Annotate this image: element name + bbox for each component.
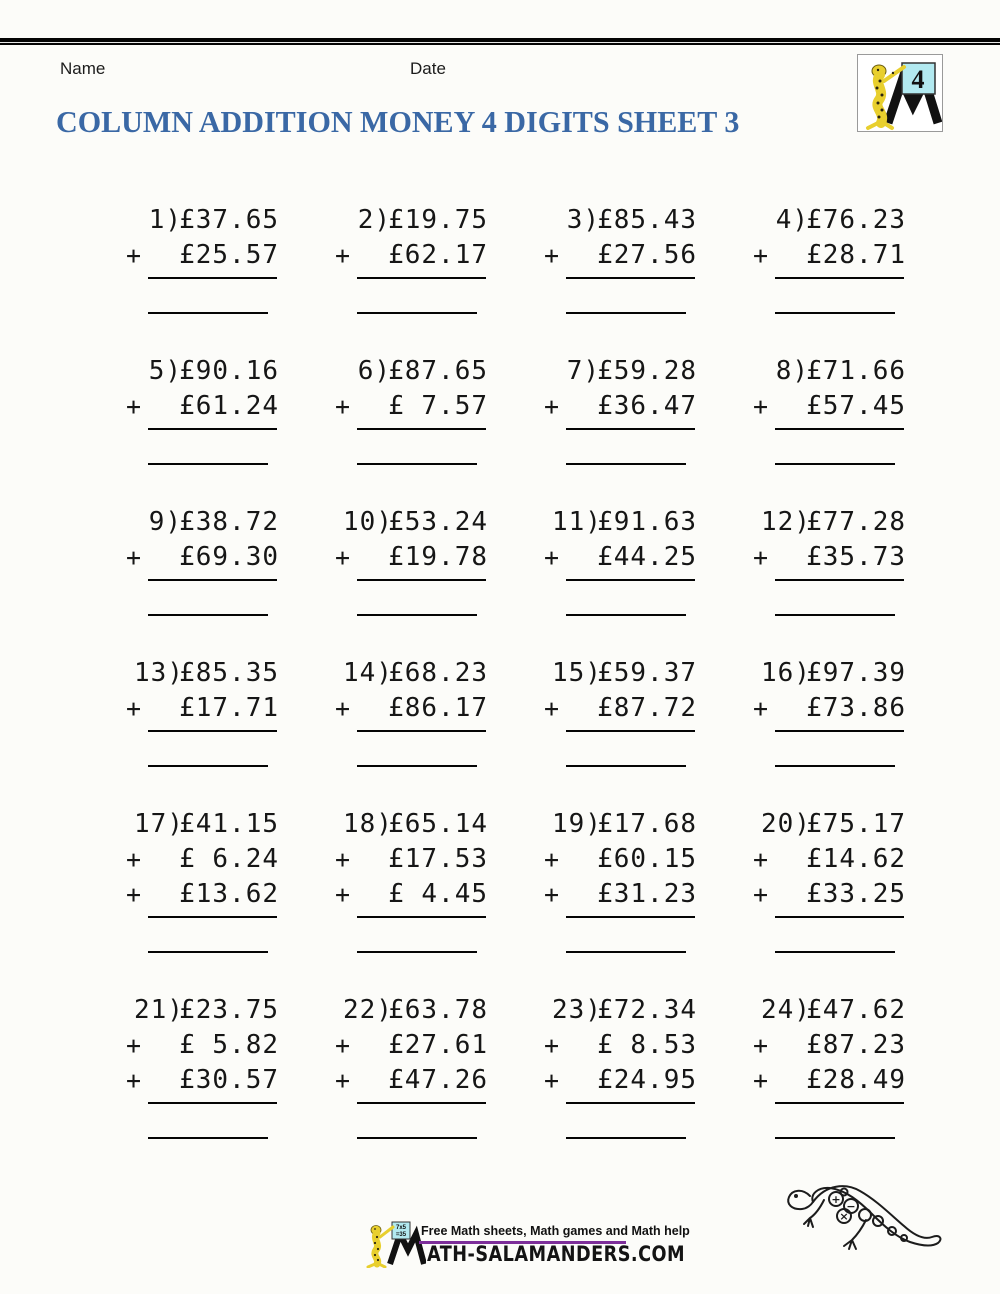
problem-number: 8) — [775, 356, 809, 386]
addend-amount: £91.63 11) — [566, 505, 712, 540]
problems-row — [85, 807, 945, 953]
addend-amount: £85.43 3) — [566, 203, 712, 238]
plus-sign: + — [544, 880, 561, 909]
sum-rule — [566, 1102, 695, 1104]
svg-text:7x5: 7x5 — [395, 1225, 407, 1231]
addend-amount: £ 8.53 + — [566, 1028, 712, 1063]
answer-rule — [148, 765, 268, 767]
answer-rule — [357, 463, 477, 465]
plus-sign: + — [335, 845, 352, 874]
sum-rule — [357, 579, 486, 581]
answer-rule — [566, 312, 686, 314]
answer-rule — [566, 614, 686, 616]
problems-row — [85, 354, 945, 465]
salamander-drawing-icon — [780, 1158, 950, 1283]
plus-sign: + — [126, 241, 143, 270]
problem-cell — [294, 354, 503, 465]
math-salamanders-badge — [857, 54, 943, 132]
addend-amount: £28.71 + — [775, 238, 921, 273]
sum-rule — [775, 277, 904, 279]
answer-rule — [566, 951, 686, 953]
plus-sign: + — [544, 241, 561, 270]
plus-sign: + — [126, 392, 143, 421]
sum-rule — [148, 277, 277, 279]
plus-sign: + — [126, 694, 143, 723]
addend-amount: £47.62 24) — [775, 993, 921, 1028]
plus-sign: + — [126, 845, 143, 874]
addend-amount: £38.72 9) — [148, 505, 294, 540]
problem-number: 16) — [761, 658, 811, 688]
addend-amount: £87.23 + — [775, 1028, 921, 1063]
addend-amount: £44.25 + — [566, 540, 712, 575]
problems-row — [85, 993, 945, 1139]
top-divider — [0, 38, 1000, 45]
problem-cell — [503, 505, 712, 616]
plus-sign: + — [753, 880, 770, 909]
sum-rule — [148, 730, 277, 732]
addend-amount: £63.78 22) — [357, 993, 503, 1028]
problem-number: 18) — [343, 809, 393, 839]
addend-amount: £31.23 + — [566, 877, 712, 912]
problem-number: 10) — [343, 507, 393, 537]
addend-amount: £27.61 + — [357, 1028, 503, 1063]
page-title: COLUMN ADDITION MONEY 4 DIGITS SHEET 3 — [56, 104, 740, 139]
addend-amount: £17.53 + — [357, 842, 503, 877]
answer-rule — [148, 951, 268, 953]
sum-rule — [357, 730, 486, 732]
plus-sign: + — [544, 392, 561, 421]
addend-amount: £69.30 + — [148, 540, 294, 575]
problem-number: 2) — [357, 205, 391, 235]
sum-rule — [775, 916, 904, 918]
problem-number: 22) — [343, 995, 393, 1025]
addend-amount: £90.16 5) — [148, 354, 294, 389]
addend-amount: £60.15 + — [566, 842, 712, 877]
problem-cell — [294, 505, 503, 616]
addend-amount: £ 6.24 + — [148, 842, 294, 877]
plus-sign: + — [753, 1031, 770, 1060]
plus-sign: + — [126, 1066, 143, 1095]
sum-rule — [148, 428, 277, 430]
problem-number: 19) — [552, 809, 602, 839]
svg-text:=35: =35 — [395, 1232, 407, 1238]
problem-cell — [503, 993, 712, 1139]
sum-rule — [566, 428, 695, 430]
problem-cell — [503, 656, 712, 767]
addend-amount: £33.25 + — [775, 877, 921, 912]
plus-sign: + — [126, 880, 143, 909]
plus-sign: + — [544, 694, 561, 723]
problem-cell — [85, 656, 294, 767]
footer-tagline: Free Math sheets, Math games and Math help — [421, 1224, 690, 1238]
footer-logo-icon — [364, 1218, 426, 1268]
problem-number: 7) — [566, 356, 600, 386]
addend-amount: £65.14 18) — [357, 807, 503, 842]
answer-rule — [148, 1137, 268, 1139]
problem-cell — [503, 203, 712, 314]
problem-cell — [712, 993, 921, 1139]
sum-rule — [775, 579, 904, 581]
problem-number: 9) — [148, 507, 182, 537]
plus-sign: + — [544, 845, 561, 874]
problem-cell — [85, 993, 294, 1139]
addend-amount: £53.24 10) — [357, 505, 503, 540]
plus-sign: + — [544, 1066, 561, 1095]
sum-rule — [566, 916, 695, 918]
plus-sign: + — [544, 1031, 561, 1060]
problem-number: 12) — [761, 507, 811, 537]
addend-amount: £35.73 + — [775, 540, 921, 575]
problem-cell — [85, 505, 294, 616]
name-label: Name — [60, 59, 106, 78]
addend-amount: £41.15 17) — [148, 807, 294, 842]
problem-number: 5) — [148, 356, 182, 386]
answer-rule — [566, 1137, 686, 1139]
problem-cell — [294, 993, 503, 1139]
addend-amount: £30.57 + — [148, 1063, 294, 1098]
problem-cell — [85, 203, 294, 314]
answer-rule — [357, 1137, 477, 1139]
addend-amount: £37.65 1) — [148, 203, 294, 238]
addend-amount: £71.66 8) — [775, 354, 921, 389]
plus-sign: + — [126, 543, 143, 572]
sum-rule — [357, 428, 486, 430]
problem-cell — [294, 656, 503, 767]
addend-amount: £47.26 + — [357, 1063, 503, 1098]
problem-number: 21) — [134, 995, 184, 1025]
answer-rule — [775, 951, 895, 953]
sum-rule — [775, 428, 904, 430]
sum-rule — [566, 579, 695, 581]
sum-rule — [566, 277, 695, 279]
plus-sign: + — [544, 543, 561, 572]
plus-sign: + — [335, 241, 352, 270]
plus-sign: + — [753, 845, 770, 874]
addend-amount: £59.37 15) — [566, 656, 712, 691]
addend-amount: £23.75 21) — [148, 993, 294, 1028]
sum-rule — [357, 916, 486, 918]
addend-amount: £36.47 + — [566, 389, 712, 424]
addend-amount: £ 5.82 + — [148, 1028, 294, 1063]
addend-amount: £19.78 + — [357, 540, 503, 575]
sum-rule — [775, 730, 904, 732]
addend-amount: £28.49 + — [775, 1063, 921, 1098]
addend-amount: £77.28 12) — [775, 505, 921, 540]
footer-wordmark: ATH-SALAMANDERS.COM — [427, 1242, 686, 1267]
addend-amount: £14.62 + — [775, 842, 921, 877]
sum-rule — [148, 579, 277, 581]
plus-sign: + — [753, 392, 770, 421]
addend-amount: £ 4.45 + — [357, 877, 503, 912]
problems-row — [85, 656, 945, 767]
problem-cell — [712, 354, 921, 465]
problem-number: 13) — [134, 658, 184, 688]
addend-amount: £85.35 13) — [148, 656, 294, 691]
svg-text:+: + — [831, 1193, 841, 1206]
problem-number: 14) — [343, 658, 393, 688]
addend-amount: £75.17 20) — [775, 807, 921, 842]
answer-rule — [775, 614, 895, 616]
problems-grid — [85, 203, 945, 1179]
answer-rule — [148, 312, 268, 314]
problem-cell — [712, 807, 921, 953]
addend-amount: £24.95 + — [566, 1063, 712, 1098]
problem-cell — [503, 807, 712, 953]
sum-rule — [566, 730, 695, 732]
plus-sign: + — [335, 543, 352, 572]
plus-sign: + — [753, 241, 770, 270]
answer-rule — [775, 463, 895, 465]
problem-cell — [85, 807, 294, 953]
problem-cell — [503, 354, 712, 465]
problem-number: 24) — [761, 995, 811, 1025]
addend-amount: £17.71 + — [148, 691, 294, 726]
sum-rule — [775, 1102, 904, 1104]
problems-row — [85, 505, 945, 616]
sum-rule — [148, 916, 277, 918]
problem-number: 20) — [761, 809, 811, 839]
problem-cell — [712, 203, 921, 314]
problem-cell — [294, 807, 503, 953]
addend-amount: £57.45 + — [775, 389, 921, 424]
answer-rule — [566, 765, 686, 767]
addend-amount: £27.56 + — [566, 238, 712, 273]
sum-rule — [148, 1102, 277, 1104]
answer-rule — [148, 463, 268, 465]
problem-cell — [85, 354, 294, 465]
problems-row — [85, 203, 945, 314]
sum-rule — [357, 277, 486, 279]
plus-sign: + — [753, 1066, 770, 1095]
answer-rule — [775, 1137, 895, 1139]
answer-rule — [148, 614, 268, 616]
problem-number: 17) — [134, 809, 184, 839]
svg-text:4: 4 — [911, 65, 925, 94]
addend-amount: £97.39 16) — [775, 656, 921, 691]
answer-rule — [775, 312, 895, 314]
date-label: Date — [410, 59, 446, 78]
addend-amount: £25.57 + — [148, 238, 294, 273]
plus-sign: + — [126, 1031, 143, 1060]
sum-rule — [357, 1102, 486, 1104]
plus-sign: + — [753, 694, 770, 723]
addend-amount: £86.17 + — [357, 691, 503, 726]
addend-amount: £68.23 14) — [357, 656, 503, 691]
addend-amount: £73.86 + — [775, 691, 921, 726]
problem-number: 23) — [552, 995, 602, 1025]
addend-amount: £13.62 + — [148, 877, 294, 912]
problem-number: 11) — [552, 507, 602, 537]
addend-amount: £76.23 4) — [775, 203, 921, 238]
addend-amount: £17.68 19) — [566, 807, 712, 842]
answer-rule — [357, 614, 477, 616]
plus-sign: + — [753, 543, 770, 572]
svg-text:×: × — [839, 1210, 849, 1223]
plus-sign: + — [335, 880, 352, 909]
answer-rule — [357, 951, 477, 953]
addend-amount: £87.72 + — [566, 691, 712, 726]
plus-sign: + — [335, 1031, 352, 1060]
addend-amount: £19.75 2) — [357, 203, 503, 238]
addend-amount: £ 7.57 + — [357, 389, 503, 424]
problem-number: 3) — [566, 205, 600, 235]
problem-number: 4) — [775, 205, 809, 235]
plus-sign: + — [335, 1066, 352, 1095]
problem-cell — [712, 505, 921, 616]
plus-sign: + — [335, 694, 352, 723]
addend-amount: £61.24 + — [148, 389, 294, 424]
badge-salamander-icon — [858, 55, 942, 131]
problem-number: 15) — [552, 658, 602, 688]
svg-text:−: − — [846, 1200, 856, 1213]
answer-rule — [566, 463, 686, 465]
problem-number: 6) — [357, 356, 391, 386]
addend-amount: £87.65 6) — [357, 354, 503, 389]
answer-rule — [775, 765, 895, 767]
addend-amount: £59.28 7) — [566, 354, 712, 389]
answer-rule — [357, 765, 477, 767]
plus-sign: + — [335, 392, 352, 421]
addend-amount: £72.34 23) — [566, 993, 712, 1028]
answer-rule — [357, 312, 477, 314]
addend-amount: £62.17 + — [357, 238, 503, 273]
problem-cell — [294, 203, 503, 314]
problem-cell — [712, 656, 921, 767]
problem-number: 1) — [148, 205, 182, 235]
